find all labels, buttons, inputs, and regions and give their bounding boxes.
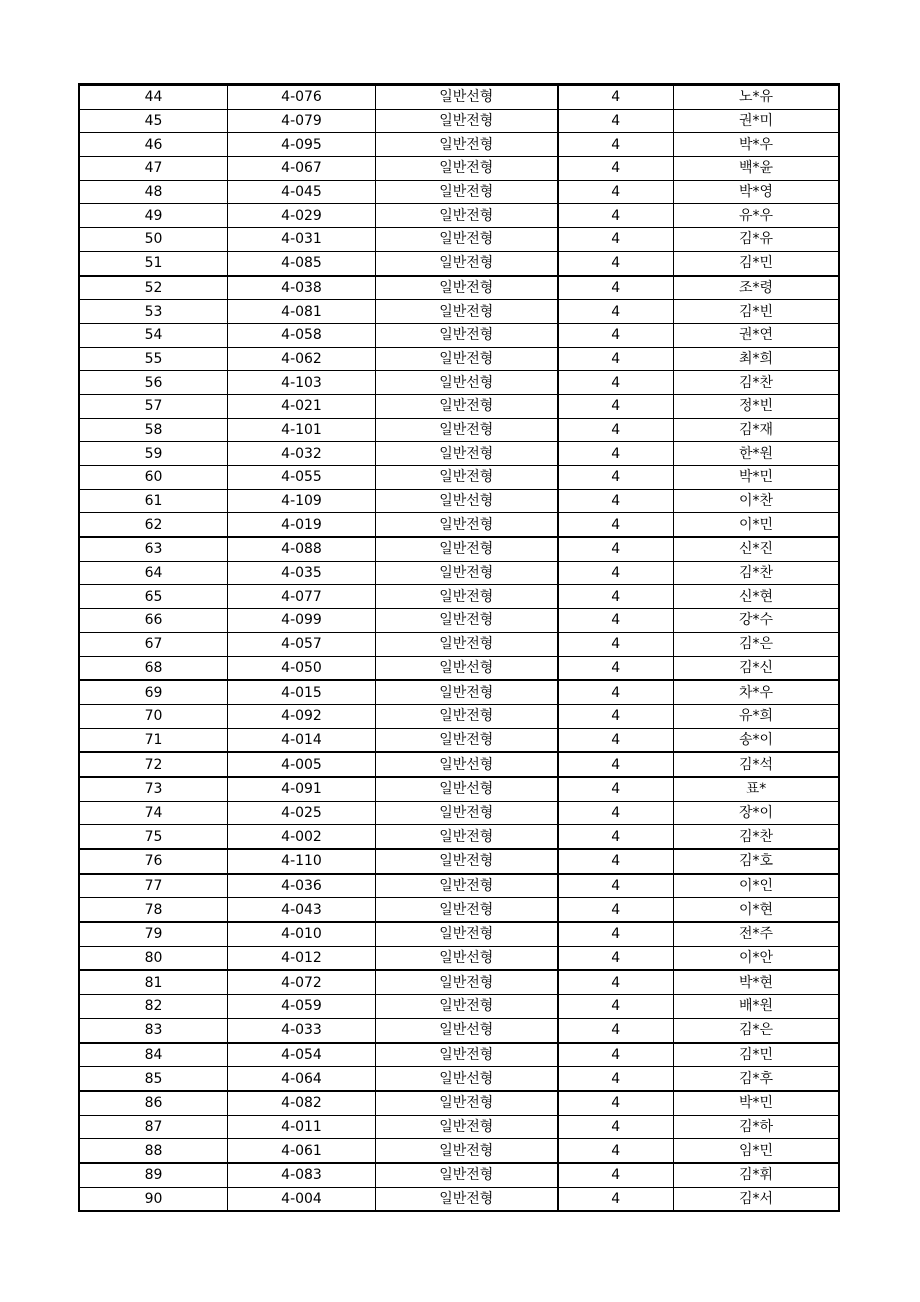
admission-type-cell: 일반전형	[376, 801, 558, 825]
name-cell: 김*찬	[674, 371, 839, 395]
grade-cell: 4	[558, 1115, 674, 1139]
exam-number-cell: 4-083	[228, 1163, 376, 1187]
name-cell: 박*민	[674, 1091, 839, 1115]
exam-number-cell: 4-058	[228, 323, 376, 347]
row-number-cell: 62	[80, 513, 228, 537]
name-cell: 표*	[674, 777, 839, 801]
row-number-cell: 84	[80, 1043, 228, 1067]
table-row	[80, 970, 839, 994]
row-number-cell: 59	[80, 442, 228, 466]
grade-cell: 4	[558, 825, 674, 849]
grade-cell: 4	[558, 1091, 674, 1115]
admission-type-cell: 일반전형	[376, 609, 558, 633]
table-row	[80, 585, 839, 609]
table-row	[80, 1163, 839, 1187]
admission-type-cell: 일반전형	[376, 418, 558, 442]
table-row	[80, 489, 839, 513]
admission-type-cell: 일반전형	[376, 204, 558, 228]
row-number-cell: 90	[80, 1187, 228, 1211]
grade-cell: 4	[558, 300, 674, 324]
admission-type-cell: 일반전형	[376, 561, 558, 585]
table-row	[80, 995, 839, 1019]
admission-type-cell: 일반전형	[376, 323, 558, 347]
admission-type-cell: 일반전형	[376, 632, 558, 656]
name-cell: 차*우	[674, 680, 839, 704]
table-row	[80, 394, 839, 418]
table-row	[80, 1067, 839, 1091]
table-row	[80, 133, 839, 157]
row-number-cell: 82	[80, 995, 228, 1019]
table-row	[80, 1187, 839, 1211]
admission-type-cell: 일반전형	[376, 1091, 558, 1115]
exam-number-cell: 4-062	[228, 347, 376, 371]
table-row	[80, 418, 839, 442]
exam-number-cell: 4-055	[228, 466, 376, 490]
grade-cell: 4	[558, 1187, 674, 1211]
exam-number-cell: 4-032	[228, 442, 376, 466]
row-number-cell: 79	[80, 922, 228, 946]
name-cell: 김*후	[674, 1067, 839, 1091]
row-number-cell: 73	[80, 777, 228, 801]
exam-number-cell: 4-043	[228, 898, 376, 922]
name-cell: 이*안	[674, 946, 839, 970]
table-row	[80, 157, 839, 181]
grade-cell: 4	[558, 442, 674, 466]
table-row	[80, 801, 839, 825]
name-cell: 김*재	[674, 418, 839, 442]
row-number-cell: 46	[80, 133, 228, 157]
table-row	[80, 347, 839, 371]
row-number-cell: 87	[80, 1115, 228, 1139]
name-cell: 한*원	[674, 442, 839, 466]
exam-number-cell: 4-059	[228, 995, 376, 1019]
name-cell: 김*서	[674, 1187, 839, 1211]
admission-type-cell: 일반전형	[376, 874, 558, 898]
row-number-cell: 49	[80, 204, 228, 228]
name-cell: 김*신	[674, 656, 839, 680]
name-cell: 김*호	[674, 849, 839, 874]
name-cell: 노*유	[674, 85, 839, 109]
grade-cell: 4	[558, 995, 674, 1019]
table-row	[80, 85, 839, 109]
table-row	[80, 849, 839, 874]
admission-type-cell: 일반전형	[376, 109, 558, 133]
name-cell: 신*현	[674, 585, 839, 609]
table-row	[80, 371, 839, 395]
row-number-cell: 45	[80, 109, 228, 133]
row-number-cell: 88	[80, 1139, 228, 1163]
exam-number-cell: 4-076	[228, 85, 376, 109]
grade-cell: 4	[558, 680, 674, 704]
admission-type-cell: 일반전형	[376, 849, 558, 874]
grade-cell: 4	[558, 1163, 674, 1187]
row-number-cell: 81	[80, 970, 228, 994]
row-number-cell: 60	[80, 466, 228, 490]
exam-number-cell: 4-103	[228, 371, 376, 395]
admission-type-cell: 일반선형	[376, 1018, 558, 1042]
name-cell: 김*빈	[674, 300, 839, 324]
table-row	[80, 300, 839, 324]
admission-type-cell: 일반전형	[376, 1115, 558, 1139]
name-cell: 송*이	[674, 728, 839, 752]
grade-cell: 4	[558, 371, 674, 395]
exam-number-cell: 4-092	[228, 704, 376, 728]
admission-type-cell: 일반전형	[376, 347, 558, 371]
admission-type-cell: 일반전형	[376, 228, 558, 252]
table-row	[80, 466, 839, 490]
grade-cell: 4	[558, 251, 674, 275]
exam-number-cell: 4-050	[228, 656, 376, 680]
name-cell: 박*현	[674, 970, 839, 994]
name-cell: 박*영	[674, 180, 839, 204]
exam-number-cell: 4-064	[228, 1067, 376, 1091]
grade-cell: 4	[558, 537, 674, 561]
admission-type-cell: 일반전형	[376, 1187, 558, 1211]
admission-type-cell: 일반전형	[376, 898, 558, 922]
row-number-cell: 47	[80, 157, 228, 181]
admission-type-cell: 일반전형	[376, 585, 558, 609]
exam-number-cell: 4-036	[228, 874, 376, 898]
admission-type-cell: 일반전형	[376, 995, 558, 1019]
grade-cell: 4	[558, 513, 674, 537]
exam-number-cell: 4-101	[228, 418, 376, 442]
table-row	[80, 537, 839, 561]
exam-number-cell: 4-029	[228, 204, 376, 228]
row-number-cell: 76	[80, 849, 228, 874]
exam-number-cell: 4-082	[228, 1091, 376, 1115]
row-number-cell: 65	[80, 585, 228, 609]
admission-type-cell: 일반전형	[376, 825, 558, 849]
admission-type-cell: 일반전형	[376, 466, 558, 490]
admission-type-cell: 일반전형	[376, 1043, 558, 1067]
exam-number-cell: 4-110	[228, 849, 376, 874]
exam-number-cell: 4-021	[228, 394, 376, 418]
row-number-cell: 67	[80, 632, 228, 656]
exam-number-cell: 4-010	[228, 922, 376, 946]
row-number-cell: 57	[80, 394, 228, 418]
admission-type-cell: 일반전형	[376, 300, 558, 324]
row-number-cell: 85	[80, 1067, 228, 1091]
grade-cell: 4	[558, 418, 674, 442]
grade-cell: 4	[558, 946, 674, 970]
grade-cell: 4	[558, 561, 674, 585]
row-number-cell: 66	[80, 609, 228, 633]
admission-type-cell: 일반전형	[376, 513, 558, 537]
grade-cell: 4	[558, 728, 674, 752]
admission-type-cell: 일반전형	[376, 133, 558, 157]
name-cell: 유*희	[674, 704, 839, 728]
name-cell: 백*윤	[674, 157, 839, 181]
exam-number-cell: 4-061	[228, 1139, 376, 1163]
name-cell: 김*민	[674, 251, 839, 275]
name-cell: 조*령	[674, 276, 839, 300]
exam-number-cell: 4-011	[228, 1115, 376, 1139]
grade-cell: 4	[558, 585, 674, 609]
table-row	[80, 898, 839, 922]
table-row	[80, 1139, 839, 1163]
row-number-cell: 48	[80, 180, 228, 204]
grade-cell: 4	[558, 801, 674, 825]
name-cell: 김*찬	[674, 825, 839, 849]
grade-cell: 4	[558, 1043, 674, 1067]
admission-type-cell: 일반선형	[376, 777, 558, 801]
admission-type-cell: 일반선형	[376, 1067, 558, 1091]
grade-cell: 4	[558, 157, 674, 181]
grade-cell: 4	[558, 656, 674, 680]
grade-cell: 4	[558, 276, 674, 300]
name-cell: 이*현	[674, 898, 839, 922]
name-cell: 배*원	[674, 995, 839, 1019]
name-cell: 이*민	[674, 513, 839, 537]
exam-number-cell: 4-038	[228, 276, 376, 300]
name-cell: 김*석	[674, 752, 839, 777]
admission-type-cell: 일반전형	[376, 680, 558, 704]
grade-cell: 4	[558, 228, 674, 252]
exam-number-cell: 4-019	[228, 513, 376, 537]
exam-number-cell: 4-002	[228, 825, 376, 849]
name-cell: 전*주	[674, 922, 839, 946]
name-cell: 김*찬	[674, 561, 839, 585]
row-number-cell: 50	[80, 228, 228, 252]
applicant-list-body	[80, 85, 839, 1211]
admission-type-cell: 일반전형	[376, 394, 558, 418]
table-row	[80, 946, 839, 970]
row-number-cell: 68	[80, 656, 228, 680]
table-row	[80, 680, 839, 704]
name-cell: 최*희	[674, 347, 839, 371]
exam-number-cell: 4-072	[228, 970, 376, 994]
admission-type-cell: 일반전형	[376, 970, 558, 994]
admission-type-cell: 일반전형	[376, 704, 558, 728]
exam-number-cell: 4-088	[228, 537, 376, 561]
grade-cell: 4	[558, 347, 674, 371]
name-cell: 이*찬	[674, 489, 839, 513]
admission-type-cell: 일반전형	[376, 251, 558, 275]
name-cell: 신*진	[674, 537, 839, 561]
admission-type-cell: 일반선형	[376, 752, 558, 777]
table-row	[80, 204, 839, 228]
table-row	[80, 656, 839, 680]
exam-number-cell: 4-005	[228, 752, 376, 777]
grade-cell: 4	[558, 874, 674, 898]
table-row	[80, 228, 839, 252]
exam-number-cell: 4-109	[228, 489, 376, 513]
exam-number-cell: 4-081	[228, 300, 376, 324]
table-row	[80, 1091, 839, 1115]
row-number-cell: 44	[80, 85, 228, 109]
grade-cell: 4	[558, 922, 674, 946]
table-row	[80, 1043, 839, 1067]
name-cell: 권*미	[674, 109, 839, 133]
exam-number-cell: 4-057	[228, 632, 376, 656]
table-row	[80, 777, 839, 801]
grade-cell: 4	[558, 109, 674, 133]
table-row	[80, 561, 839, 585]
exam-number-cell: 4-099	[228, 609, 376, 633]
admission-type-cell: 일반전형	[376, 537, 558, 561]
grade-cell: 4	[558, 85, 674, 109]
grade-cell: 4	[558, 632, 674, 656]
exam-number-cell: 4-091	[228, 777, 376, 801]
name-cell: 장*이	[674, 801, 839, 825]
exam-number-cell: 4-033	[228, 1018, 376, 1042]
exam-number-cell: 4-035	[228, 561, 376, 585]
exam-number-cell: 4-045	[228, 180, 376, 204]
row-number-cell: 75	[80, 825, 228, 849]
admission-type-cell: 일반전형	[376, 157, 558, 181]
row-number-cell: 89	[80, 1163, 228, 1187]
row-number-cell: 52	[80, 276, 228, 300]
grade-cell: 4	[558, 898, 674, 922]
name-cell: 김*유	[674, 228, 839, 252]
admission-type-cell: 일반선형	[376, 946, 558, 970]
table-row	[80, 728, 839, 752]
row-number-cell: 74	[80, 801, 228, 825]
grade-cell: 4	[558, 323, 674, 347]
table-row	[80, 922, 839, 946]
grade-cell: 4	[558, 752, 674, 777]
exam-number-cell: 4-031	[228, 228, 376, 252]
row-number-cell: 72	[80, 752, 228, 777]
name-cell: 김*민	[674, 1043, 839, 1067]
name-cell: 김*하	[674, 1115, 839, 1139]
name-cell: 이*인	[674, 874, 839, 898]
admission-type-cell: 일반전형	[376, 276, 558, 300]
exam-number-cell: 4-085	[228, 251, 376, 275]
name-cell: 김*은	[674, 1018, 839, 1042]
admission-type-cell: 일반선형	[376, 656, 558, 680]
exam-number-cell: 4-054	[228, 1043, 376, 1067]
exam-number-cell: 4-015	[228, 680, 376, 704]
exam-number-cell: 4-077	[228, 585, 376, 609]
table-row	[80, 874, 839, 898]
row-number-cell: 77	[80, 874, 228, 898]
grade-cell: 4	[558, 1139, 674, 1163]
row-number-cell: 78	[80, 898, 228, 922]
row-number-cell: 51	[80, 251, 228, 275]
exam-number-cell: 4-012	[228, 946, 376, 970]
name-cell: 임*민	[674, 1139, 839, 1163]
name-cell: 정*빈	[674, 394, 839, 418]
row-number-cell: 56	[80, 371, 228, 395]
name-cell: 김*은	[674, 632, 839, 656]
admission-type-cell: 일반전형	[376, 922, 558, 946]
grade-cell: 4	[558, 777, 674, 801]
name-cell: 강*수	[674, 609, 839, 633]
row-number-cell: 63	[80, 537, 228, 561]
table-row	[80, 251, 839, 275]
row-number-cell: 55	[80, 347, 228, 371]
table-row	[80, 825, 839, 849]
admission-type-cell: 일반전형	[376, 1163, 558, 1187]
exam-number-cell: 4-025	[228, 801, 376, 825]
grade-cell: 4	[558, 1067, 674, 1091]
table-row	[80, 1115, 839, 1139]
admission-type-cell: 일반전형	[376, 442, 558, 466]
admission-type-cell: 일반전형	[376, 728, 558, 752]
name-cell: 권*연	[674, 323, 839, 347]
admission-type-cell: 일반전형	[376, 180, 558, 204]
table-row	[80, 752, 839, 777]
name-cell: 유*우	[674, 204, 839, 228]
grade-cell: 4	[558, 609, 674, 633]
row-number-cell: 64	[80, 561, 228, 585]
table-row	[80, 609, 839, 633]
table-row	[80, 442, 839, 466]
admission-type-cell: 일반선형	[376, 489, 558, 513]
row-number-cell: 53	[80, 300, 228, 324]
table-row	[80, 180, 839, 204]
row-number-cell: 69	[80, 680, 228, 704]
table-row	[80, 704, 839, 728]
table-row	[80, 632, 839, 656]
grade-cell: 4	[558, 394, 674, 418]
name-cell: 김*휘	[674, 1163, 839, 1187]
grade-cell: 4	[558, 489, 674, 513]
exam-number-cell: 4-004	[228, 1187, 376, 1211]
table-row	[80, 323, 839, 347]
row-number-cell: 80	[80, 946, 228, 970]
grade-cell: 4	[558, 204, 674, 228]
exam-number-cell: 4-095	[228, 133, 376, 157]
row-number-cell: 61	[80, 489, 228, 513]
grade-cell: 4	[558, 133, 674, 157]
exam-number-cell: 4-067	[228, 157, 376, 181]
admission-type-cell: 일반선형	[376, 371, 558, 395]
table-row	[80, 109, 839, 133]
grade-cell: 4	[558, 704, 674, 728]
grade-cell: 4	[558, 1018, 674, 1042]
grade-cell: 4	[558, 466, 674, 490]
row-number-cell: 71	[80, 728, 228, 752]
name-cell: 박*우	[674, 133, 839, 157]
exam-number-cell: 4-014	[228, 728, 376, 752]
table-row	[80, 1018, 839, 1042]
applicant-list-table	[79, 84, 839, 1211]
row-number-cell: 54	[80, 323, 228, 347]
exam-number-cell: 4-079	[228, 109, 376, 133]
table-row	[80, 276, 839, 300]
row-number-cell: 58	[80, 418, 228, 442]
admission-type-cell: 일반선형	[376, 85, 558, 109]
admission-type-cell: 일반전형	[376, 1139, 558, 1163]
grade-cell: 4	[558, 849, 674, 874]
table-row	[80, 513, 839, 537]
name-cell: 박*민	[674, 466, 839, 490]
row-number-cell: 70	[80, 704, 228, 728]
row-number-cell: 83	[80, 1018, 228, 1042]
row-number-cell: 86	[80, 1091, 228, 1115]
grade-cell: 4	[558, 970, 674, 994]
grade-cell: 4	[558, 180, 674, 204]
